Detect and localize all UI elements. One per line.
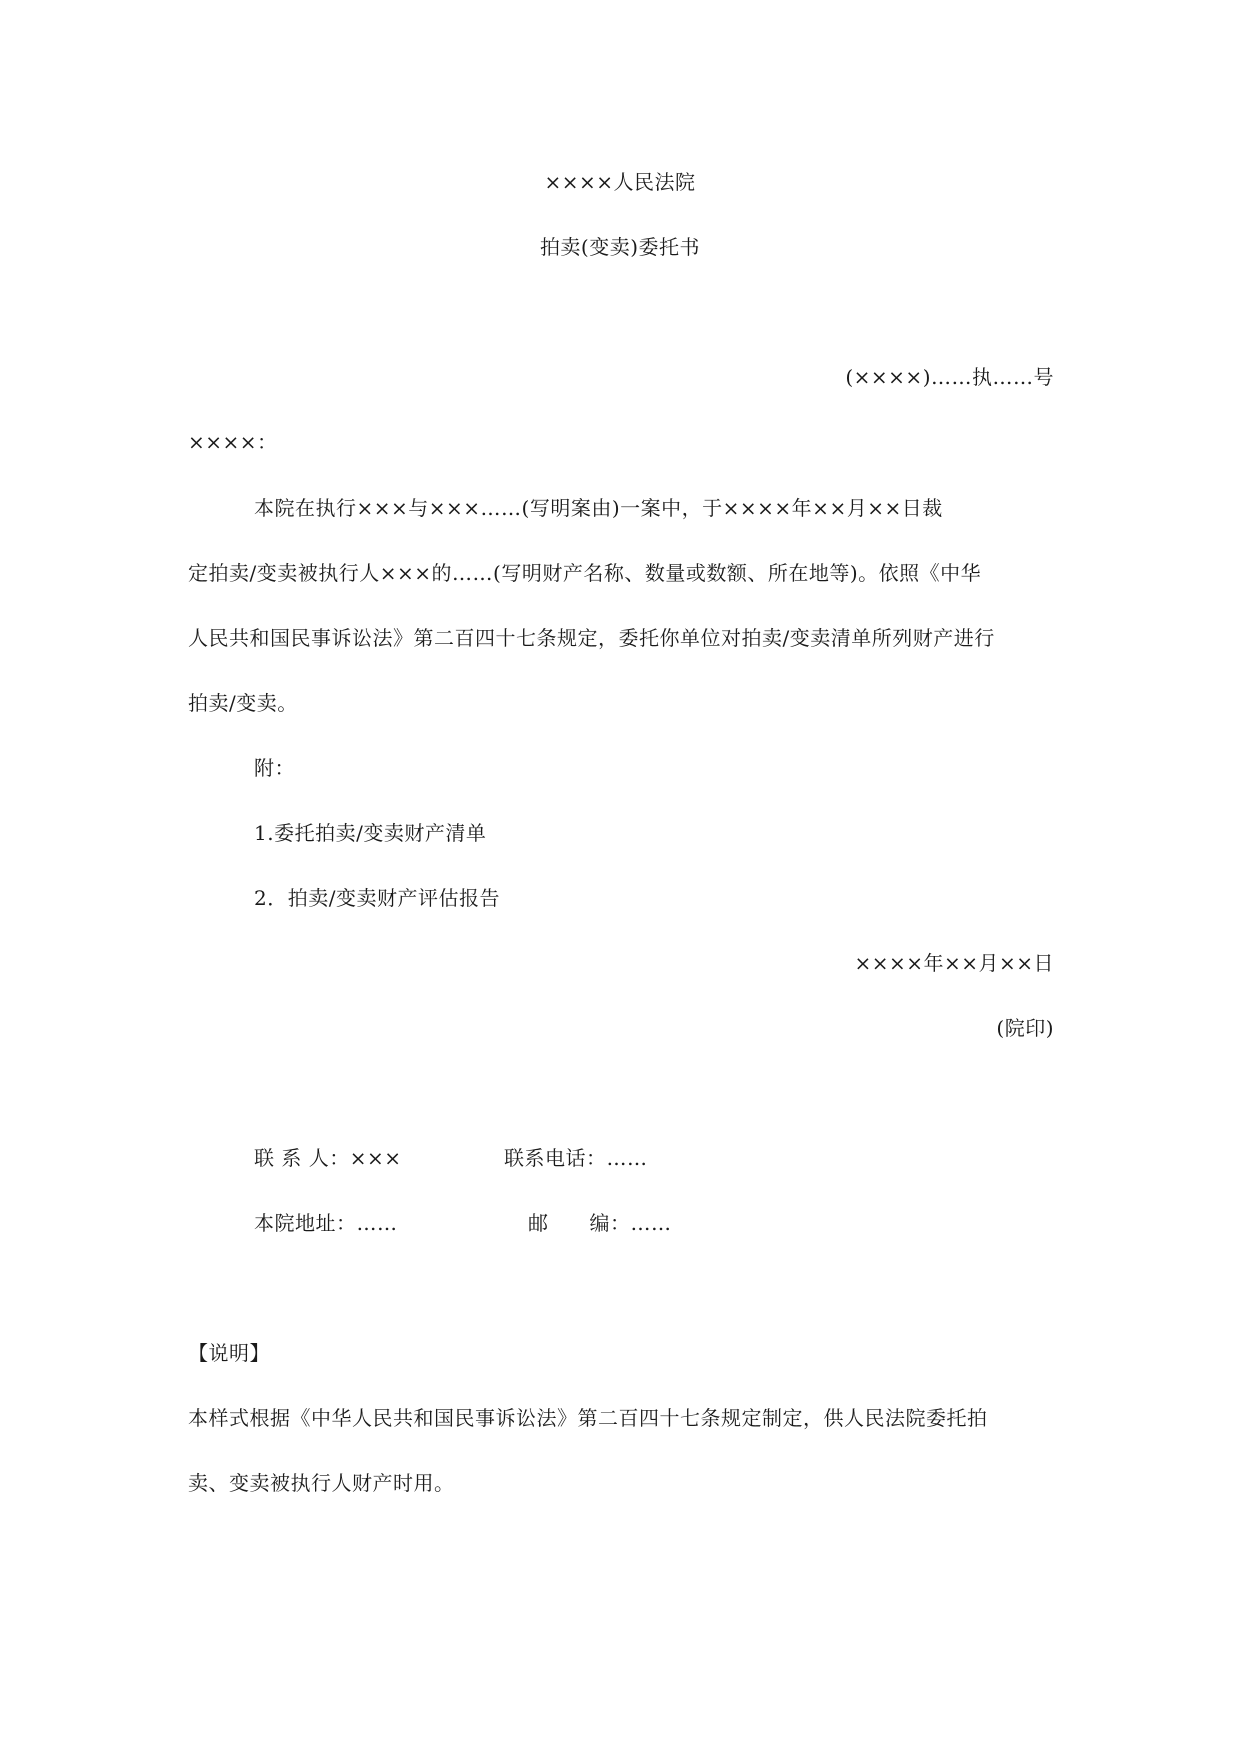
contact-person-value: ××× <box>349 1146 402 1170</box>
notes-line-2: 卖、变卖被执行人财产时用。 <box>188 1471 455 1495</box>
addressee: ××××： <box>188 430 278 454</box>
body-line-1: 本院在执行×××与×××……(写明案由)一案中，于××××年××月××日裁 <box>254 496 943 520</box>
issue-date: ××××年××月××日 <box>854 951 1054 975</box>
court-name: ××××人民法院 <box>544 170 696 194</box>
case-number: (××××)……执……号 <box>845 365 1054 389</box>
court-address-label: 本院地址： <box>254 1211 357 1235</box>
body-line-4: 拍卖/变卖。 <box>188 691 298 715</box>
postcode-label: 邮 编： <box>528 1211 631 1235</box>
body-line-3: 人民共和国民事诉讼法》第二百四十七条规定，委托你单位对拍卖/变卖清单所列财产进行 <box>188 626 995 650</box>
document-title: 拍卖(变卖)委托书 <box>539 235 701 259</box>
contact-phone-value: …… <box>606 1146 648 1170</box>
notes-heading: 【说明】 <box>188 1341 270 1365</box>
contact-person <box>254 1146 402 1170</box>
notes-line-1: 本样式根据《中华人民共和国民事诉讼法》第二百四十七条规定制定，供人民法院委托拍 <box>188 1406 988 1430</box>
contact-phone-label: 联系电话： <box>504 1146 607 1170</box>
attachments-label: 附： <box>254 756 295 780</box>
attachment-item-1: 1.委托拍卖/变卖财产清单 <box>254 821 487 845</box>
attachment-item-2: 2．拍卖/变卖财产评估报告 <box>254 886 500 910</box>
court-seal: (院印) <box>996 1016 1054 1040</box>
contact-phone <box>504 1146 648 1170</box>
court-address <box>254 1211 398 1235</box>
postcode-value: …… <box>630 1211 672 1235</box>
body-line-2: 定拍卖/变卖被执行人×××的……(写明财产名称、数量或数额、所在地等)。依照《中华 <box>188 561 982 585</box>
postcode <box>528 1211 672 1235</box>
contact-person-label: 联 系 人： <box>254 1146 350 1170</box>
court-address-value: …… <box>356 1211 398 1235</box>
